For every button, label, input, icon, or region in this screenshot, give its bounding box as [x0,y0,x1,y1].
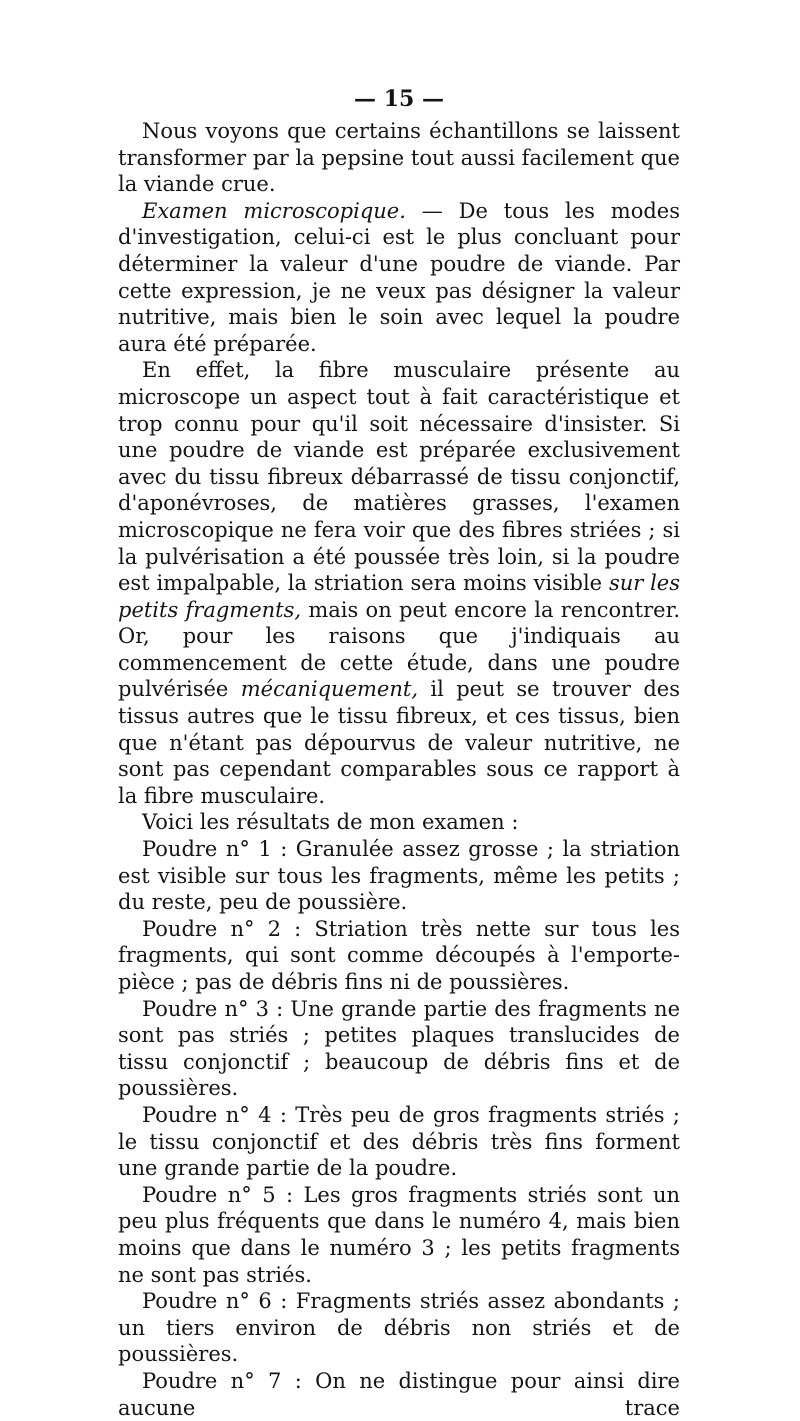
section-heading: Examen microscopique. [142,198,406,223]
paragraph-poudre-1: Poudre n° 1 : Granulée assez grosse ; la striation est visible sur tous les fragments, même les petits ; du reste, peu de poussière. [118,837,680,915]
paragraph-poudre-6: Poudre n° 6 : Fragments striés assez abondants ; un tiers environ de débris non striés et de poussières. [118,1289,680,1367]
paragraph-poudre-3: Poudre n° 3 : Une grande partie des fragments ne sont pas striés ; petites plaques translucides de tissu conjonctif ; beaucoup de débris fins et de poussières. [118,996,680,1101]
paragraph-text-a: En effet, la fibre musculaire présente au microscope un aspect tout à fait caractéristique et trop connu pour qu'il soit nécessaire d'insister. Si une poudre de viande est préparée exclusivement avec du tissu fibreux débarrassé de tissu conjonctif, d'aponévroses, de matières grasses, l'examen microscopique ne fera voir que des fibres striées ; si la pulvérisation a été poussée très loin, si la poudre est impalpable, la striation sera moins visible [118,358,680,596]
paragraph-text: — De tous les modes d'investigation, celui-ci est le plus concluant pour déterminer la valeur d'une poudre de viande. Par cette expression, je ne veux pas désigner la valeur nutritive, mais bien le soin avec lequel la poudre aura été préparée. [118,198,680,356]
paragraph-pepsine: Nous voyons que certains échantillons se laissent transformer par la pepsine tout aussi facilement que la viande crue. [118,119,680,197]
paragraph-italic-b: mécaniquement, [240,677,418,702]
paragraph-poudre-7: Poudre n° 7 : On ne distingue pour ainsi dire aucune trace [118,1368,680,1420]
paragraph-text-b: mais on peut encore la rencontrer. Or, pour les raisons que j'indiquais au commencement de cette étude, dans une poudre pulvérisée [118,597,680,702]
paragraph-resultats: Voici les résultats de mon examen : [142,810,519,835]
paragraph-poudre-2: Poudre n° 2 : Striation très nette sur tous les fragments, qui sont comme découpés à l'emporte-pièce ; pas de débris fins ni de poussières. [118,916,680,994]
paragraph-examen-microscopique [118,198,680,358]
paragraph-poudre-4: Poudre n° 4 : Très peu de gros fragments striés ; le tissu conjonctif et des débris très fins forment une grande partie de la poudre. [118,1102,680,1181]
book-page [118,84,680,1421]
paragraph-fibre-musculaire [118,357,680,809]
paragraph-poudre-5: Poudre n° 5 : Les gros fragments striés sont un peu plus fréquents que dans le numéro 4, mais bien moins que dans le numéro 3 ; les petits fragments ne sont pas striés. [118,1182,680,1287]
paragraph-text-c: il peut se trouver des tissus autres que le tissu fibreux, et ces tissus, bien que n'étant pas dépourvus de valeur nutritive, ne sont pas cependant comparables sous ce rapport à la fibre musculaire. [118,677,680,808]
paragraph-italic-a: sur les petits fragments, [118,571,681,622]
page-number: — 15 — [354,86,444,112]
